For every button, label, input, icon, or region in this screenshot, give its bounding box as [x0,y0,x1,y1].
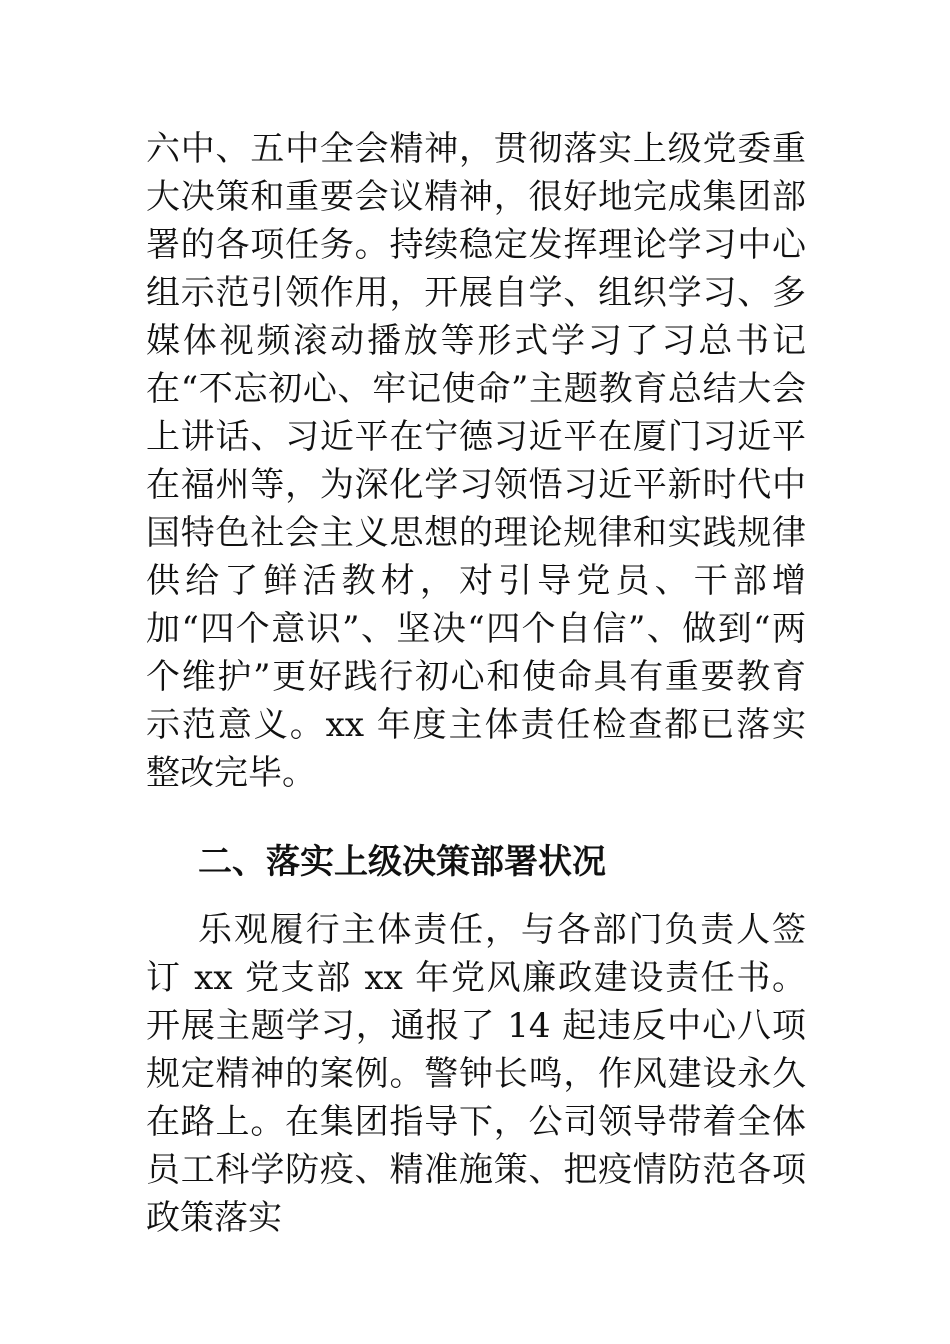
section-heading: 二、落实上级决策部署状况 [198,842,606,882]
body-paragraph: 乐观履行主体责任，与各部门负责人签订 xx 党支部 xx 年党风廉政建设责任书。开展主题学习，通报了 14 起违反中心八项规定精神的案例。警钟长鸣，作风建设永久在路上。在集团指导下，公司领导带着全体员工科学防疫、精准施策、把疫情防范各项政策落实 [146,910,806,1238]
body-paragraph: 六中、五中全会精神，贯彻落实上级党委重大决策和重要会议精神，很好地完成集团部署的各项任务。持续稳定发挥理论学习中心组示范引领作用，开展自学、组织学习、多媒体视频滚动播放等形式学习了习总书记在“不忘初心、牢记使命”主题教育总结大会上讲话、习近平在宁德习近平在厦门习近平在福州等，为深化学习领悟习近平新时代中国特色社会主义思想的理论规律和实践规律供给了鲜活教材，对引导党员、干部增加“四个意识”、坚决“四个自信”、做到“两个维护”更好践行初心和使命具有重要教育示范意义。xx 年度主体责任检查都已落实整改完毕。 [146,129,806,793]
